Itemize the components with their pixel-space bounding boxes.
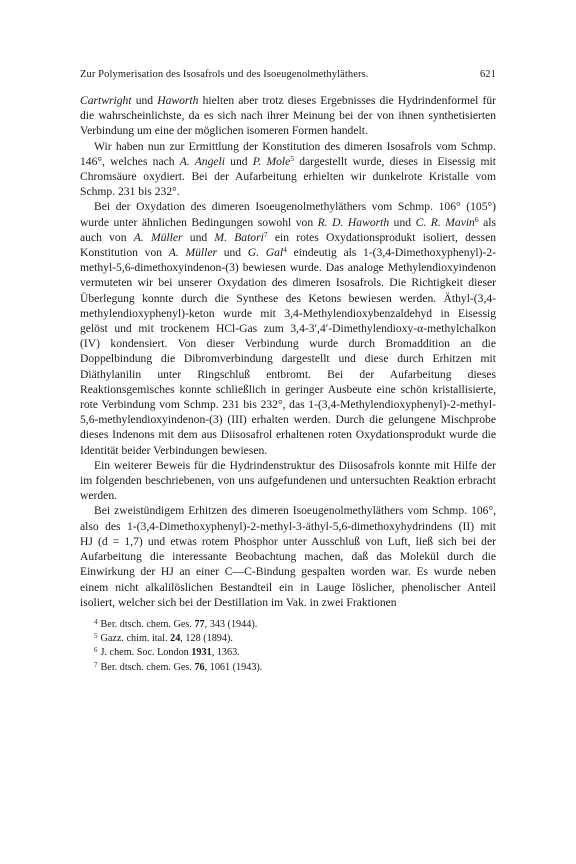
running-head-title: Zur Polymerisation des Isosafrols und des Isoeugenolmethyläthers. xyxy=(80,69,369,80)
author-name: A. Müller xyxy=(133,230,183,244)
paragraph-text: als auch von xyxy=(80,215,497,244)
page xyxy=(80,68,496,675)
paragraph-text: Bei der Oxydation des dimeren Isoeugenolmethyläthers vom Schmp. 106° (105°) wurde unter ähnlichen Bedingungen sowohl von xyxy=(80,200,496,229)
footnote-reference: 4 xyxy=(283,245,287,255)
footnote-pages: , 1363. xyxy=(211,647,240,659)
author-name: Haworth xyxy=(157,94,199,107)
paragraph-text: und xyxy=(131,94,158,107)
footnote-number: 4 xyxy=(94,617,98,626)
paragraph xyxy=(80,93,496,139)
footnote-reference: 5 xyxy=(290,153,295,163)
footnote-source: J. chem. Soc. London xyxy=(100,647,192,659)
footnote xyxy=(94,646,496,660)
footnote-number: 6 xyxy=(94,646,98,655)
author-name: M. Batori xyxy=(214,230,264,244)
paragraph-text: und xyxy=(217,246,248,260)
author-name: P. Mole xyxy=(252,154,291,168)
body-text xyxy=(80,93,496,610)
author-name: Cartwright xyxy=(80,94,132,107)
paragraph-text: eindeutig als 1-(3,4-Dimethoxyphenyl)-2-methyl-5,6-dimethoxyindenon-(3) bewiesen wurde. Das analoge Methylendioxyindenon vermuteten wir bei unserer Oxydation des dimeren Isosafrols. Die Richtigkeit dieser Überlegung konnte durch die Synthese des Ketons bewiesen werden. Äthyl-(3,4-methylendioxyphenyl)-keton wurde mit 3,4-Methylendioxybenzaldehyd in Eisessig gelöst und mit trockenem HCl-Gas zum 3,4-3′,4′-Dimethylendioxy-α-methylchalkon (IV) kondensiert. Von dieser Verbindung wurde durch Bromaddition an die Doppelbindung die Dibromverbindung dargestellt und diese durch Erhitzen mit Diäthylanilin unter Ringschluß entbromt. Bei der Aufarbeitung dieses Reaktionsgemisches konnte schließlich in geringer Ausbeute eine schön kristallisierte, rote Verbindung vom Schmp. 231 bis 232°, das 1-(3,4-Methylendioxyphenyl)-2-methyl-5,6-methylendioxyindenon-(3) (III) erhalten werden. Durch die gelungene Mischprobe dieses Indenons mit dem aus Diisosafrol erhaltenen roten Oxydationsprodukt wurde die Identität beider Verbindungen bewiesen. xyxy=(80,246,496,457)
paragraph-text: Wir haben nun zur Ermittlung der Konstitution des dimeren Isosafrols vom Schmp. 146°, welches nach xyxy=(80,139,496,168)
paragraph-text: und xyxy=(224,154,253,168)
paragraph-text: ein rotes Oxydationsprodukt isoliert, dessen Konstitution von xyxy=(80,230,497,260)
footnote-pages: , 1061 (1943). xyxy=(204,661,263,673)
paragraph-text: und xyxy=(389,215,416,229)
author-name: C. R. Mavin xyxy=(415,215,475,229)
paragraph xyxy=(80,458,496,504)
footnote xyxy=(94,661,496,675)
paragraph-text: und xyxy=(182,230,215,244)
paragraph-text: hielten aber trotz dieses Ergebnisses die Hydrindenformel für die wahrscheinlichste, da es sich nach ihrer Meinung bei der von ihnen synthetisierten Verbindung um eine der möglichen isomeren Formen handelt. xyxy=(80,94,496,138)
page-number: 621 xyxy=(479,69,496,80)
footnote-source: Ber. dtsch. chem. Ges. xyxy=(100,618,195,630)
author-name: G. Gal xyxy=(247,246,284,260)
footnote-volume: 77 xyxy=(194,618,205,630)
footnote-number: 7 xyxy=(94,660,98,669)
footnote-number: 5 xyxy=(94,632,98,641)
paragraph xyxy=(80,139,496,200)
paragraph-text: Ein weiterer Beweis für die Hydrindenstruktur des Diisosafrols konnte mit Hilfe der im folgenden beschriebenen, von uns aufgefundenen und untersuchten Reaktion erbracht werden. xyxy=(80,458,496,503)
footnote-reference: 6 xyxy=(474,214,479,224)
paragraph-text: dargestellt wurde, dieses in Eisessig mit Chromsäure oxydiert. Bei der Aufarbeitung erhielten wir dunkelrote Kristalle vom Schmp. 231 bis 232°. xyxy=(80,154,496,199)
footnote-volume: 76 xyxy=(194,661,205,673)
paragraph-text: Bei zweistündigem Erhitzen des dimeren Isoeugenolmethyläthers vom Schmp. 106°, also des 1-(3,4-Dimethoxyphenyl)-2-methyl-3-äthyl-5,6-dimethoxyhydrindens (II) mit HJ (d = 1,7) und etwas rotem Phosphor unter Ausschluß von Luft, ließ sich bei der Aufarbeitung die interessante Beobachtung machen, daß das Molekül durch die Einwirkung der HJ an einer C—C-Bindung gespalten worden war. Es wurde neben einem nicht alkalilöslichen Bestandteil ein in Lauge löslicher, phenolischer Anteil isoliert, welcher sich bei der Destillation im Vak. in zwei Fraktionen xyxy=(80,504,496,609)
running-head xyxy=(80,68,496,82)
footnote-volume: 1931 xyxy=(191,647,212,659)
footnote-source: Ber. dtsch. chem. Ges. xyxy=(100,661,195,673)
footnote-volume: 24 xyxy=(170,633,181,645)
footnote-pages: , 128 (1894). xyxy=(180,633,233,645)
footnote-source: Gazz. chim. ital. xyxy=(100,633,171,645)
footnotes xyxy=(80,618,496,675)
footnote-reference: 7 xyxy=(263,229,268,239)
footnote xyxy=(94,632,496,646)
footnote xyxy=(94,618,496,632)
author-name: R. D. Haworth xyxy=(317,215,390,229)
paragraph xyxy=(80,199,496,457)
footnote-pages: , 343 (1944). xyxy=(204,618,258,630)
author-name: A. Angeli xyxy=(179,154,225,168)
paragraph xyxy=(80,503,496,609)
author-name: A. Müller xyxy=(168,246,217,260)
